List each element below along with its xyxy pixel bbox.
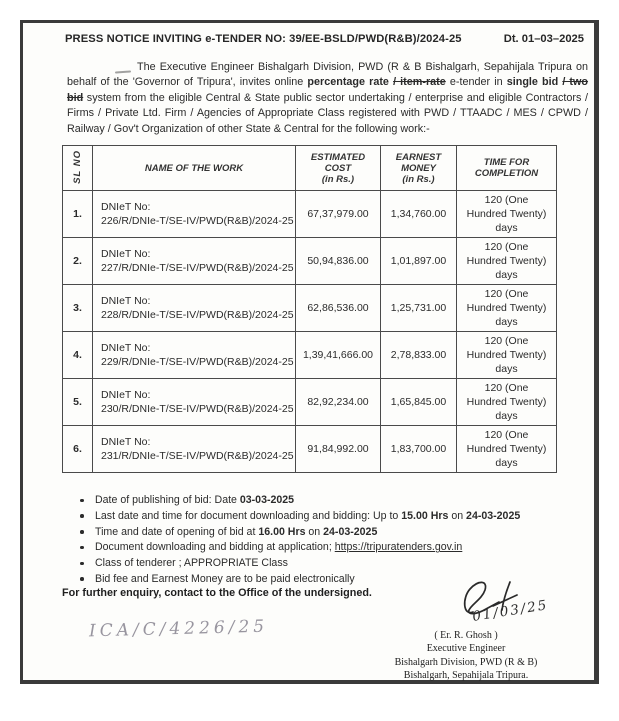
work-name-line: 231/R/DNIe-T/SE-IV/PWD(R&B)/2024-25 (101, 450, 294, 462)
header-line: MONEY (401, 162, 436, 174)
cell-earnest-money: 1,65,845.00 (381, 379, 457, 426)
text-segment: e-tender in (445, 76, 507, 89)
work-name-line: 230/R/DNIe-T/SE-IV/PWD(R&B)/2024-25 (101, 403, 294, 415)
header-line: EARNEST (395, 151, 442, 163)
text-segment: 16.00 Hrs (258, 525, 306, 538)
text-segment: Time and date of opening of bid at (95, 525, 259, 538)
cell-earnest-money: 1,83,700.00 (381, 426, 457, 473)
header-estimated-cost (296, 146, 381, 191)
cell-earnest-money: 1,25,731.00 (381, 285, 457, 332)
work-name-line: 226/R/DNIe-T/SE-IV/PWD(R&B)/2024-25 (101, 215, 294, 227)
cell-sl-no: 6. (63, 426, 93, 473)
handwritten-file-ref: ICA/C/4226/25 (88, 616, 269, 642)
work-name-line: DNIeT No: (101, 295, 151, 307)
text-segment: 24-03-2025 (323, 525, 378, 538)
cell-completion-time: 120 (One Hundred Twenty) days (457, 332, 557, 379)
bullet-item (78, 541, 570, 554)
bullet-item (78, 557, 570, 570)
cell-earnest-money: 1,34,760.00 (381, 191, 457, 238)
header-line: (in Rs.) (402, 173, 435, 185)
work-name-line: 228/R/DNIe-T/SE-IV/PWD(R&B)/2024-25 (101, 309, 294, 321)
work-name-line: DNIeT No: (101, 436, 151, 448)
bullet-item (78, 526, 570, 539)
tender-table (62, 145, 557, 473)
header-line: (in Rs.) (321, 173, 355, 185)
signatory-designation: Executive Engineer (426, 643, 506, 655)
cell-work-name (93, 379, 296, 426)
enquiry-note: For further enquiry, contact to the Office of the undersigned. (62, 587, 372, 599)
work-name-line: DNIeT No: (101, 389, 151, 401)
signatory-name: ( Er. R. Ghosh ) (434, 630, 498, 641)
cell-estimated-cost: 67,37,979.00 (296, 191, 381, 238)
cell-estimated-cost: 62,86,536.00 (296, 285, 381, 332)
table-row (63, 191, 557, 238)
cell-completion-time: 120 (One Hundred Twenty) days (457, 426, 557, 473)
cell-sl-no: 2. (63, 238, 93, 285)
work-name-line: DNIeT No: (101, 342, 151, 354)
cell-work-name (93, 332, 296, 379)
text-segment: Bid fee and Earnest Money are to be paid electronically (95, 572, 355, 585)
cell-work-name (93, 426, 296, 473)
text-segment: The Executive Engineer Bishalgarh Division, PWD (R & B Bishalgarh, Sepahijala Tripura on behalf of the 'Governor of Tripura', invites online (67, 61, 588, 89)
header-earnest-money (381, 146, 457, 191)
header-sl-no (63, 146, 93, 191)
cell-completion-time: 120 (One Hundred Twenty) days (457, 379, 557, 426)
header-sl-no-label: SL NO (72, 149, 83, 184)
text-segment: on (305, 525, 324, 538)
intro-paragraph (67, 60, 588, 137)
text-segment: on (448, 509, 467, 522)
bullet-list (78, 494, 570, 589)
table-row (63, 285, 557, 332)
signatory-office-line2: Bishalgarh, Sepahijala Tripura. (403, 670, 529, 682)
cell-work-name (93, 191, 296, 238)
table-row (63, 238, 557, 285)
work-name-line: 227/R/DNIe-T/SE-IV/PWD(R&B)/2024-25 (101, 262, 294, 274)
signatory-office-line1: Bishalgarh Division, PWD (R & B) (394, 656, 538, 668)
cell-earnest-money: 2,78,833.00 (381, 332, 457, 379)
text-segment: 03-03-2025 (239, 494, 295, 506)
text-segment: 15.00 Hrs (401, 509, 449, 522)
header-line: ESTIMATED (310, 151, 366, 163)
header-completion-time (457, 146, 557, 191)
text-segment: Last date and time for document downloading and bidding: Up to (95, 509, 402, 522)
table-row (63, 426, 557, 473)
printed-url: https://tripuratenders.gov.in (334, 541, 463, 554)
header-line: COMPLETION (474, 168, 539, 179)
bullet-item (78, 510, 570, 523)
table-row (63, 332, 557, 379)
cell-estimated-cost: 50,94,836.00 (296, 238, 381, 285)
cell-completion-time: 120 (One Hundred Twenty) days (457, 191, 557, 238)
text-segment: system from the eligible Central & State public sector undertaking / enterprise and eligible Contractors / Firms / Private Ltd. Firm / Agencies of Appropriate Class registered with PWD / TTAADC / MES / CPWD / Railway / Gov't Organization of other State & Central for the following work:- (67, 91, 588, 135)
header-line: TIME FOR (483, 157, 530, 168)
table-row (63, 379, 557, 426)
notice-date: Dt. 01–03–2025 (503, 33, 584, 45)
text-segment: single bid (506, 76, 559, 89)
text-segment: Class of tenderer ; APPROPRIATE Class (95, 557, 288, 570)
press-notice-document (20, 20, 599, 684)
text-segment: / two bid (67, 76, 589, 104)
text-segment: Document downloading and bidding at application; (95, 541, 335, 554)
text-segment: / item-rate (393, 76, 446, 89)
cell-sl-no: 4. (63, 332, 93, 379)
header-work-name: NAME OF THE WORK (93, 146, 296, 191)
notice-title: PRESS NOTICE INVITING e-TENDER NO: 39/EE-BSLD/PWD(R&B)/2024-25 (65, 33, 462, 45)
text-segment: 24-03-2025 (466, 509, 521, 522)
bullet-item (78, 494, 570, 507)
table-header-row (63, 146, 557, 191)
cell-completion-time: 120 (One Hundred Twenty) days (457, 238, 557, 285)
text-segment: Date of publishing of bid: Date (95, 494, 240, 506)
cell-estimated-cost: 82,92,234.00 (296, 379, 381, 426)
work-name-line: DNIeT No: (101, 201, 151, 213)
text-segment: percentage rate (307, 76, 389, 89)
cell-work-name (93, 285, 296, 332)
cell-work-name (93, 238, 296, 285)
work-name-line: 229/R/DNIe-T/SE-IV/PWD(R&B)/2024-25 (101, 356, 294, 368)
cell-earnest-money: 1,01,897.00 (381, 238, 457, 285)
cell-sl-no: 3. (63, 285, 93, 332)
tender-table-body (63, 191, 557, 473)
signature-block (346, 629, 586, 683)
work-name-line: DNIeT No: (101, 248, 151, 260)
cell-completion-time: 120 (One Hundred Twenty) days (457, 285, 557, 332)
cell-sl-no: 5. (63, 379, 93, 426)
cell-estimated-cost: 1,39,41,666.00 (296, 332, 381, 379)
cell-estimated-cost: 91,84,992.00 (296, 426, 381, 473)
header-line: COST (324, 162, 352, 174)
cell-sl-no: 1. (63, 191, 93, 238)
handwritten-signature-date: 01/03/25 (471, 597, 550, 625)
document-header (65, 33, 584, 45)
